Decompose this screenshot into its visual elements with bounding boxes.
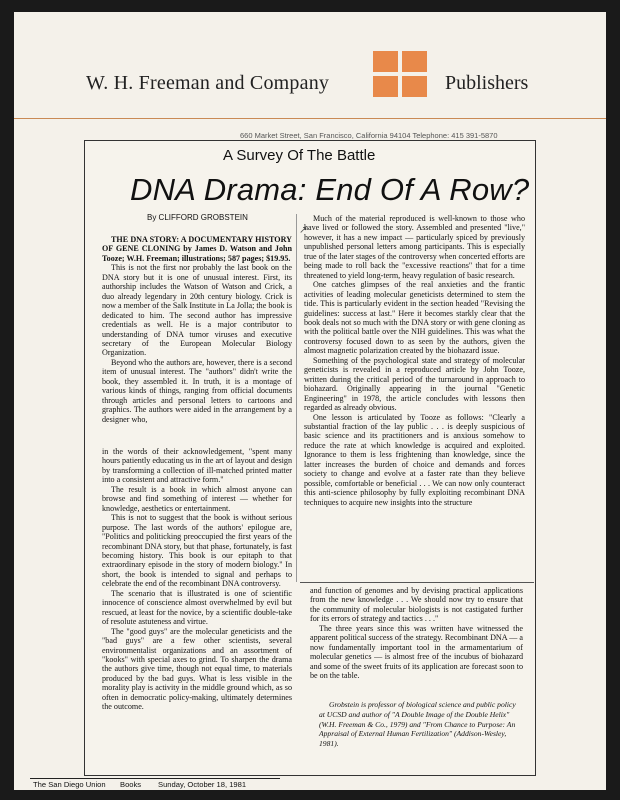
company-name: W. H. Freeman and Company	[86, 72, 330, 94]
paragraph: Something of the psychological state and strategy of molecular geneticists is revealed in a reproduced article by John Tooze, written during the critical period of the turnaround in approach to biohazard. Originally appearing in the journal "Genetic Engineering" in 1978, the article concludes with lessons then regarded as already obvious.	[304, 355, 525, 413]
article-kicker: A Survey Of The Battle	[223, 147, 376, 164]
footer-section: Books	[120, 780, 142, 789]
clip-mark-icon: ↗	[299, 225, 308, 236]
paragraph: The scenario that is illustrated is one of scientific innocence of conscience almost overwhelmed by evil but rescued, at least for the novice, by a scientific double-take of resolute astuteness and virtue.	[102, 588, 292, 627]
bio-text: Grobstein is professor of biological science and public policy at UCSD and author of "A Double Image of the Double Helix" (W.H. Freeman & Co., 1979) and "From Chance to Purpose: An Appraisal of External Human Fertilization" (Addison-Wesley, 1981).	[319, 700, 516, 749]
author-bio	[319, 700, 521, 749]
paragraph: This is not the first nor probably the last book on the DNA story but it is one of unusual interest. First, its authorship includes the Watson of Watson and Crick, a duo already legendary in 20th century biology. Crick is now a member of the Salk Institute in La Jolla; the book is dedicated to him. The second author has impressive credentials as well. He is a major contributor to understanding of DNA tumor viruses and executive secretary of the European Molecular Biology Organization.	[102, 263, 292, 358]
article-byline: By CLIFFORD GROBSTEIN	[147, 213, 248, 222]
left-column-top	[102, 235, 292, 424]
footer-date: Sunday, October 18, 1981	[158, 780, 247, 789]
right-column-top	[304, 214, 525, 507]
left-column-bottom	[102, 447, 292, 712]
letterhead-rule	[14, 118, 606, 119]
column-divider	[296, 214, 297, 582]
footer-paper: The San Diego Union	[33, 780, 106, 789]
letterhead-address: 660 Market Street, San Francisco, California 94104 Telephone: 415 391-5870	[240, 131, 498, 140]
book-info: THE DNA STORY: A DOCUMENTARY HISTORY OF GENE CLONING by James D. Watson and John Tooze; W.H. Freeman; illustrations; 587 pages; $19.95.	[102, 235, 292, 263]
footer-rule	[30, 778, 280, 779]
paragraph: The result is a book in which almost anyone can browse and find something of interest — whether for knowledge, aesthetics or entertainment.	[102, 484, 292, 513]
paragraph: This is not to suggest that the book is without serious purpose. The last words of the authors' epilogue are, "Politics and politicking preoccupied the first years of the recombinant DNA story, but that phase, fortunately, is fast becoming history. This book is our epitaph to that extraordinary episode in the story of modern biology." In short, the book is intended to signal and perhaps to celebrate the end of the recombinant DNA controversy.	[102, 513, 292, 589]
paragraph: The three years since this was written have witnessed the apparent political success of the strategy. Recombinant DNA — a now fundamentally important tool in the armamentarium of molecular genetics — is almost free of the incubus of biohazard and some of the sweet fruits of its application are forecast soon to be on the table.	[310, 623, 523, 681]
paragraph: Beyond who the authors are, however, there is a second item of unusual interest. The "authors" didn't write the book, they assembled it. In truth, it is a montage of various kinds of things, ranging from official documents through articles and personal letters to cartoons and graphics. The authors were aided in the arrangement by a designer who,	[102, 357, 292, 424]
paragraph: One lesson is articulated by Tooze as follows: "Clearly a substantial fraction of the lay public . . . is deeply suspicious of basic science and its practitioners and is anxious somehow to reduce the rate at which knowledge is acquired and exploited. Ignorance to them is less frightening than knowledge, since the latter increases the burden of choice and demands and forces society to change and evolve at a faster rate than they believe possible, comfortable or beneficial . . . We can now only counteract this anti-science philosophy by fully exploiting recombinant DNA techniques to acquire new insights into the structure	[304, 412, 525, 507]
paragraph: in the words of their acknowledgement, "spent many hours patiently educating us in the art of layout and design by transforming a collection of ill-matched printed matter into a consistent and attractive form."	[102, 447, 292, 485]
clip-cut-line	[300, 582, 534, 583]
publishers-label: Publishers	[445, 72, 529, 94]
right-column-bottom	[310, 586, 523, 681]
paragraph: The "good guys" are the molecular geneticists and the "bad guys" are a few other scientists, several environmentalist organizations and an assortment of "kooks" with special axes to grind. To sharpen the drama the authors give time, though not equal time, to materials produced by the bad guys. What is less visible in the morality play is activity in the middle ground which, as so often in democratic policy-making, ultimately determines the outcome.	[102, 626, 292, 712]
paragraph: and function of genomes and by devising practical applications from the new knowledge . . . We should now try to ensure that the community of molecular biologists is not castigated further for its errors of strategy and tactics . . ."	[310, 586, 523, 624]
paragraph: Much of the material reproduced is well-known to those who have lived or followed the story. Assembled and presented "live," however, it has a new impact — particularly spiced by previously unpublished personal letters among participants. This is especially true of the later stages of the controversy when concerted efforts are being made to roll back the "excessive reactions" that for a time threatened to yield long-term, heavy regulation of basic research.	[304, 214, 525, 280]
article-headline: DNA Drama: End Of A Row?	[130, 172, 530, 207]
paragraph: One catches glimpses of the real anxieties and the frantic activities of leading molecular geneticists determined to stem the tide. This is particularly evident in the section headed "Revising the guidelines: success at last." Here it becomes starkly clear that the book deals not so much with the DNA story or with gene cloning as with the political battle over the NIH guidelines. This was what the controversy focused down to as seen by the authors, given the almost magnetic polarization created by the biohazard issue.	[304, 280, 525, 356]
publisher-logo-icon	[373, 51, 427, 97]
